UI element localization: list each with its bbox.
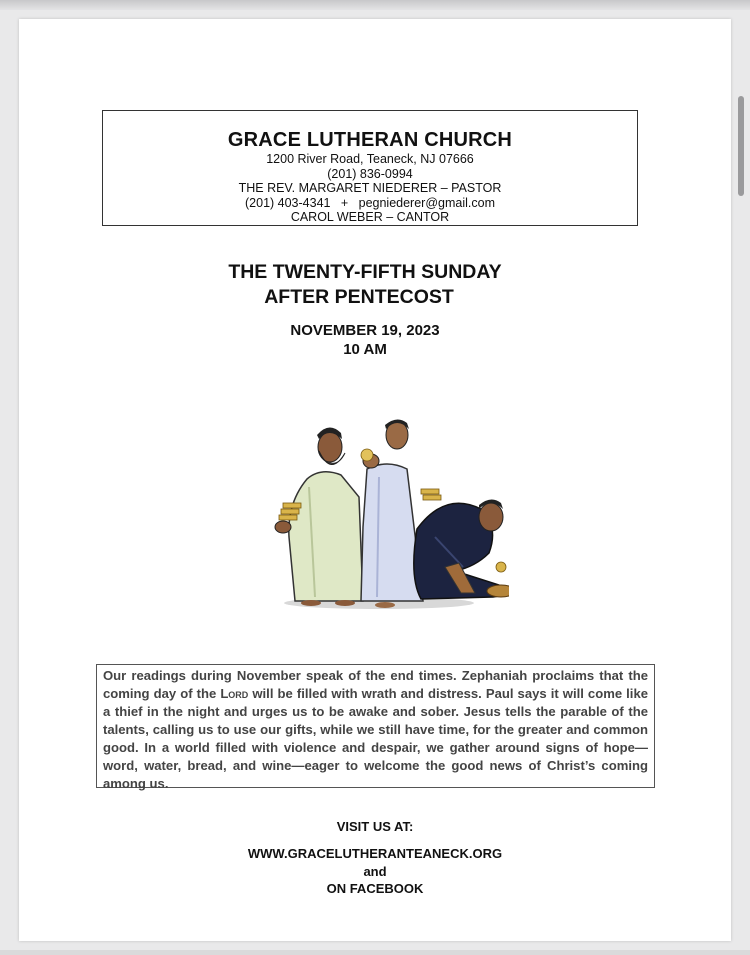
- service-title-line-1: THE TWENTY-FIFTH SUNDAY: [228, 261, 502, 283]
- church-name: GRACE LUTHERAN CHURCH: [227, 129, 513, 151]
- readings-text-part-2: will be filled with wrath and distress. Paul says it will come like a thief in the night and urges us to be awake and sober. Jesus tells the parable of the talents, calling us to use our gifts, while we still have time, for the greater and common good. In a world filled with violence and despair, we gather around signs of hope—word, water, bread, and wine—eager to welcome the good news of Christ’s coming among us.: [103, 686, 649, 791]
- service-date: NOVEMBER 19, 2023: [290, 322, 440, 339]
- church-header-box: [102, 110, 638, 226]
- service-time: 10 AM: [343, 341, 387, 358]
- viewer-top-bar: [0, 0, 750, 10]
- cantor-name: CAROL WEBER – CANTOR: [290, 210, 450, 224]
- church-address: 1200 River Road, Teaneck, NJ 07666: [266, 152, 474, 166]
- visit-us-label: VISIT US AT:: [336, 819, 414, 834]
- website-link[interactable]: WWW.GRACELUTHERANTEANECK.ORG: [247, 846, 503, 861]
- pastor-contact: (201) 403-4341 + pegniederer@gmail.com: [245, 195, 495, 210]
- document-page: [19, 19, 731, 941]
- pastor-name: THE REV. MARGARET NIEDERER – PASTOR: [238, 181, 502, 195]
- viewer-bottom-strip: [0, 950, 750, 955]
- and-label: and: [363, 864, 387, 879]
- readings-summary-box: [96, 664, 655, 791]
- church-phone: (201) 836-0994: [327, 166, 413, 181]
- scrollbar-thumb[interactable]: [738, 96, 744, 196]
- readings-text-part-1: Our readings during November speak of the end times. Zephaniah proclaims that the coming day of the: [103, 668, 648, 701]
- facebook-label: ON FACEBOOK: [326, 881, 424, 896]
- parable-of-talents-illustration: [249, 417, 509, 613]
- service-title-line-2: AFTER PENTECOST: [264, 286, 454, 308]
- lord-smallcaps: Lord: [220, 686, 249, 701]
